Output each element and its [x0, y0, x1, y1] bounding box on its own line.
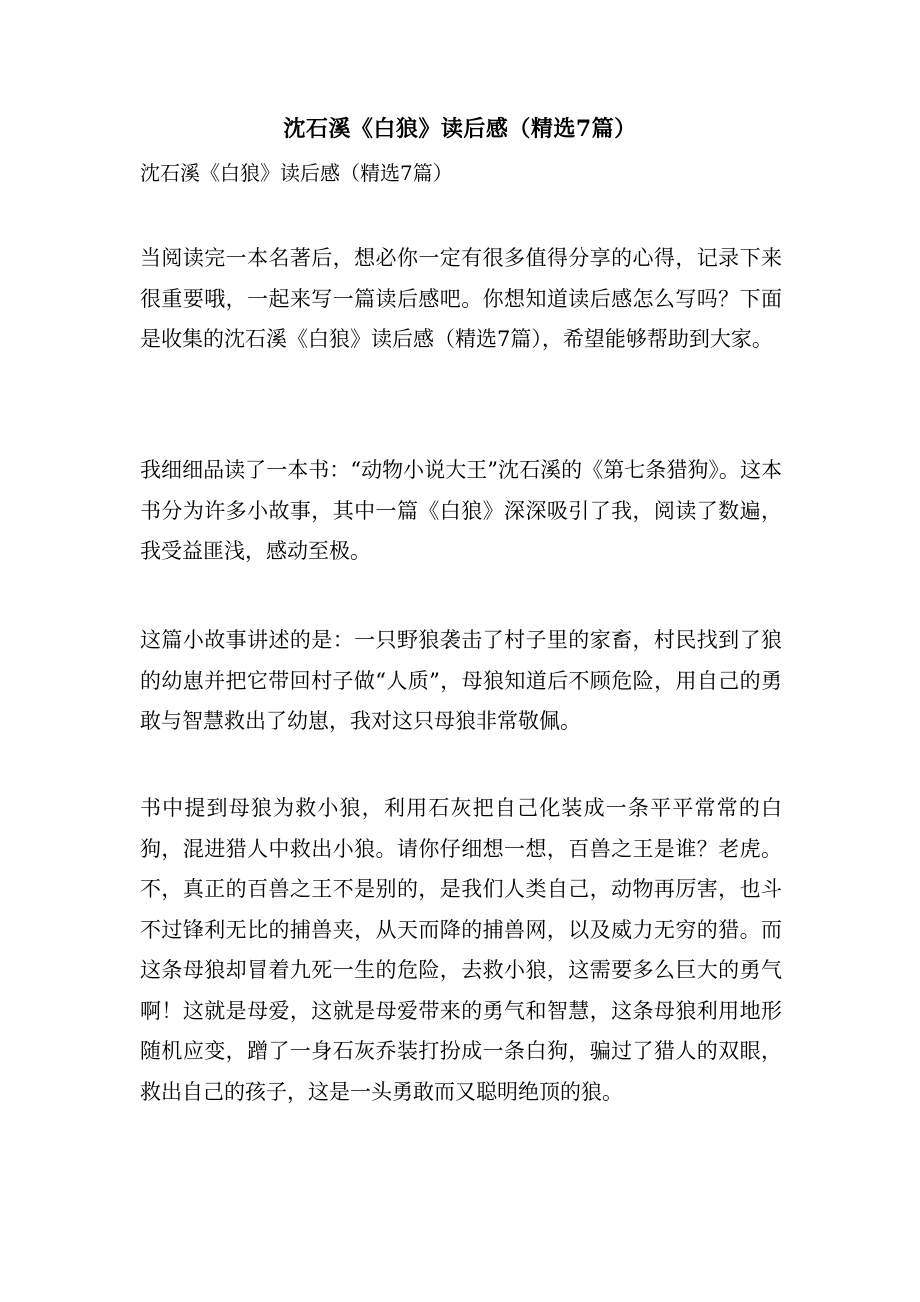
document-subtitle: 沈石溪《白狼》读后感（精选7篇） — [140, 161, 453, 185]
paragraph-book-intro: 我细细品读了一本书：“动物小说大王”沈石溪的《第七条猎狗》。这本书分为许多小故事，其中一篇《白狼》深深吸引了我，阅读了数遍，我受益匪浅，感动至极。 — [140, 458, 782, 563]
document-title: 沈石溪《白狼》读后感（精选7篇） — [283, 116, 637, 142]
paragraph-intro: 当阅读完一本名著后，想必你一定有很多值得分享的心得，记录下来很重要哦，一起来写一篇读后感吧。你想知道读后感怎么写吗？下面是收集的沈石溪《白狼》读后感（精选7篇），希望能够帮助到大家。 — [140, 246, 782, 351]
paragraph-story-summary: 这篇小故事讲述的是：一只野狼袭击了村子里的家畜，村民找到了狼的幼崽并把它带回村子做“人质”，母狼知道后不顾危险，用自己的勇敢与智慧救出了幼崽，我对这只母狼非常敬佩。 — [140, 628, 782, 733]
paragraph-reflection: 书中提到母狼为救小狼，利用石灰把自己化装成一条平平常常的白狗，混进猎人中救出小狼。请你仔细想一想，百兽之王是谁？老虎。不，真正的百兽之王不是别的，是我们人类自己，动物再厉害，也斗不过锋利无比的捕兽夹，从天而降的捕兽网，以及威力无穷的猎。而这条母狼却冒着九死一生的危险，去救小狼，这需要多么巨大的勇气啊！这就是母爱，这就是母爱带来的勇气和智慧，这条母狼利用地形随机应变，蹭了一身石灰乔装打扮成一条白狗，骗过了猎人的双眼，救出自己的孩子，这是一头勇敢而又聪明绝顶的狼。 — [140, 796, 782, 1104]
